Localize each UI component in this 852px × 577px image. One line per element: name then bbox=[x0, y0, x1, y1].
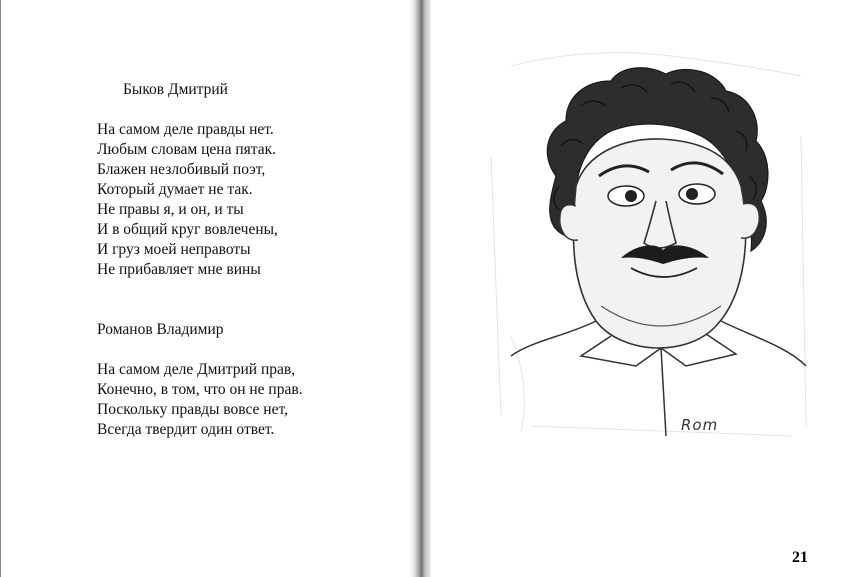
poem-line: Блажен незлобивый поэт, bbox=[97, 161, 266, 178]
poem-lines bbox=[97, 120, 278, 280]
poem-line: Поскольку правды вовсе нет, bbox=[97, 401, 288, 418]
poem-line: На самом деле правды нет. bbox=[97, 121, 274, 138]
poem-lines bbox=[97, 360, 303, 440]
poem-line: Всегда твердит один ответ. bbox=[97, 421, 275, 438]
book-gutter bbox=[409, 0, 431, 577]
poem-line: Который думает не так. bbox=[97, 181, 253, 198]
poem-line: Не правы я, и он, и ты bbox=[97, 201, 244, 218]
poem-line: На самом деле Дмитрий прав, bbox=[97, 361, 296, 378]
poem-author: Быков Дмитрий bbox=[123, 81, 228, 98]
poem-line: Любым словам цена пятак. bbox=[97, 141, 277, 158]
page-number: 21 bbox=[792, 549, 808, 566]
poem-line: Конечно, в том, что он не прав. bbox=[97, 381, 303, 398]
poem-author: Романов Владимир bbox=[97, 321, 224, 338]
poem-romanov bbox=[97, 320, 303, 440]
poem-line: Не прибавляет мне вины bbox=[97, 261, 261, 278]
poem-line: И груз моей неправоты bbox=[97, 241, 251, 258]
caricature-illustration bbox=[471, 36, 821, 446]
poem-line: И в общий круг вовлечены, bbox=[97, 221, 278, 238]
poem-bykov bbox=[97, 80, 278, 280]
right-page bbox=[431, 0, 852, 577]
signature: Rom bbox=[681, 416, 719, 434]
left-page bbox=[0, 0, 414, 577]
